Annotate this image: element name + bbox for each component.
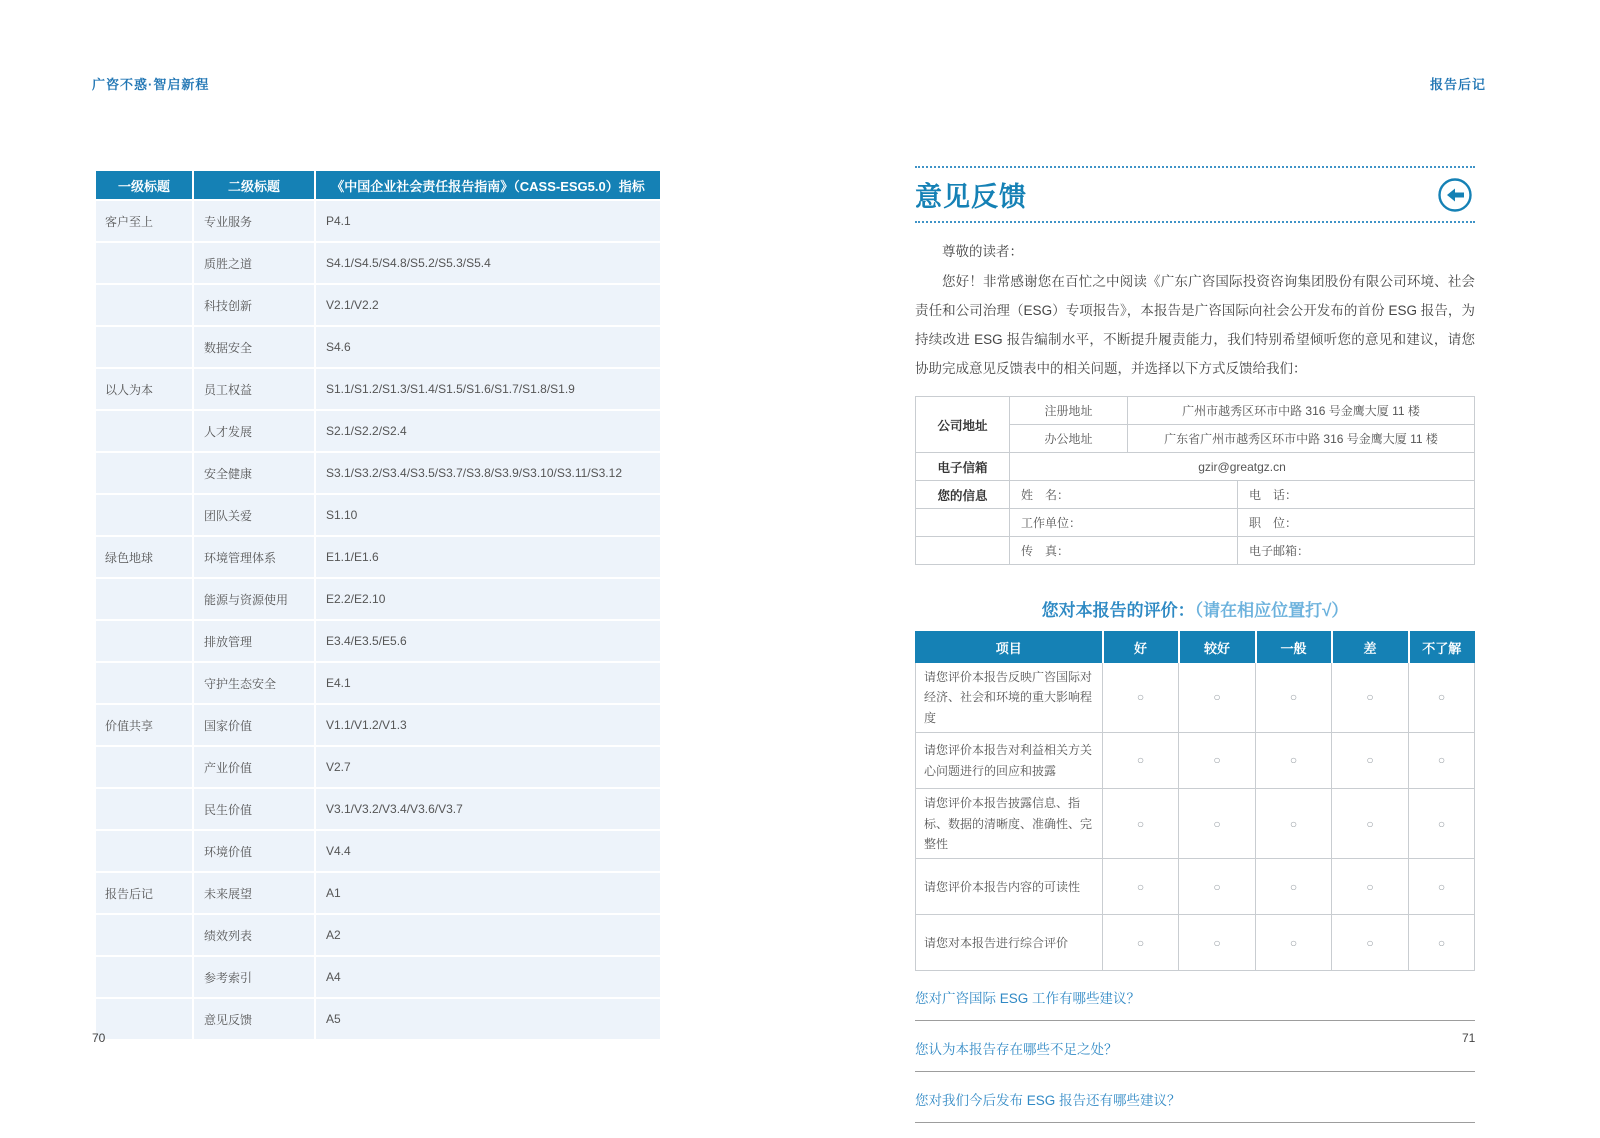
position-field[interactable]: 职 位： <box>1238 509 1475 537</box>
index-table-row <box>96 621 660 661</box>
section-title-bar <box>915 166 1475 223</box>
index-cell-indicator: S2.1/S2.2/S2.4 <box>316 411 660 451</box>
empty-cell <box>916 509 1010 537</box>
index-cell-indicator: P4.1 <box>316 201 660 241</box>
rating-title-main: 您对本报告的评价： <box>1041 601 1195 620</box>
index-cell-indicator: V2.7 <box>316 747 660 787</box>
index-cell-indicator: S1.1/S1.2/S1.3/S1.4/S1.5/S1.6/S1.7/S1.8/S1.9 <box>316 369 660 409</box>
salutation: 尊敬的读者： <box>942 244 1023 259</box>
contact-row <box>916 509 1475 537</box>
index-cell-level2: 数据安全 <box>194 327 314 367</box>
page-number-right: 71 <box>1462 1031 1476 1045</box>
index-cell-level1 <box>96 789 192 829</box>
email-label: 电子信箱 <box>916 453 1010 481</box>
work-unit-field[interactable]: 工作单位： <box>1010 509 1238 537</box>
index-table-header-row <box>96 171 660 199</box>
index-cell-indicator: A2 <box>316 915 660 955</box>
indicator-index-table <box>94 169 662 1041</box>
index-table-row <box>96 453 660 493</box>
rating-question: 请您评价本报告内容的可读性 <box>916 859 1103 915</box>
rating-question: 请您评价本报告反映广咨国际对经济、社会和环境的重大影响程度 <box>916 663 1103 733</box>
rating-circle: ○ <box>1332 915 1409 971</box>
index-cell-level1 <box>96 999 192 1039</box>
your-info-label: 您的信息 <box>916 481 1010 509</box>
index-table-row <box>96 873 660 913</box>
index-cell-level1 <box>96 957 192 997</box>
index-cell-level1: 以人为本 <box>96 369 192 409</box>
open-question: 您对广咨国际 ESG 工作有哪些建议？ <box>915 985 1475 1021</box>
index-cell-level2: 质胜之道 <box>194 243 314 283</box>
rating-question: 请您评价本报告披露信息、指标、数据的清晰度、准确性、完整性 <box>916 789 1103 859</box>
rating-circle: ○ <box>1179 915 1256 971</box>
index-table-row <box>96 915 660 955</box>
rating-circle: ○ <box>1409 915 1475 971</box>
index-table-row <box>96 495 660 535</box>
index-cell-level1 <box>96 663 192 703</box>
phone-field[interactable]: 电 话： <box>1238 481 1475 509</box>
fax-field[interactable]: 传 真： <box>1010 537 1238 565</box>
index-cell-indicator: E3.4/E3.5/E5.6 <box>316 621 660 661</box>
index-cell-level2: 排放管理 <box>194 621 314 661</box>
rating-row <box>916 733 1475 789</box>
office-address-value: 广东省广州市越秀区环市中路 316 号金鹰大厦 11 楼 <box>1128 425 1475 453</box>
rating-header-fair: 较好 <box>1179 632 1256 663</box>
index-cell-level1: 客户至上 <box>96 201 192 241</box>
rating-row <box>916 663 1475 733</box>
index-header-level2: 二级标题 <box>194 171 314 199</box>
index-table-row <box>96 789 660 829</box>
office-address-label: 办公地址 <box>1010 425 1128 453</box>
open-questions <box>915 985 1475 1123</box>
rating-question: 请您对本报告进行综合评价 <box>916 915 1103 971</box>
rating-circle: ○ <box>1179 789 1256 859</box>
index-cell-level2: 环境价值 <box>194 831 314 871</box>
rating-circle: ○ <box>1409 859 1475 915</box>
index-header-level1: 一级标题 <box>96 171 192 199</box>
rating-question: 请您评价本报告对利益相关方关心问题进行的回应和披露 <box>916 733 1103 789</box>
index-cell-level1 <box>96 621 192 661</box>
index-header-indicator: 《中国企业社会责任报告指南》（CASS-ESG5.0）指标 <box>316 171 660 199</box>
index-cell-level2: 能源与资源使用 <box>194 579 314 619</box>
rating-header-average: 一般 <box>1256 632 1332 663</box>
name-field[interactable]: 姓 名： <box>1010 481 1238 509</box>
registered-address-value: 广州市越秀区环市中路 316 号金鹰大厦 11 楼 <box>1128 397 1475 425</box>
rating-circle: ○ <box>1332 733 1409 789</box>
rating-header-unknown: 不了解 <box>1409 632 1475 663</box>
rating-title-note: （请在相应位置打√） <box>1194 601 1349 620</box>
index-cell-indicator: S4.1/S4.5/S4.8/S5.2/S5.3/S5.4 <box>316 243 660 283</box>
index-cell-level2: 产业价值 <box>194 747 314 787</box>
index-cell-level1: 绿色地球 <box>96 537 192 577</box>
index-cell-level1 <box>96 915 192 955</box>
index-cell-level2: 民生价值 <box>194 789 314 829</box>
rating-circle: ○ <box>1256 789 1332 859</box>
rating-row <box>916 859 1475 915</box>
index-cell-level2: 绩效列表 <box>194 915 314 955</box>
index-cell-indicator: A4 <box>316 957 660 997</box>
company-address-label: 公司地址 <box>916 397 1010 453</box>
contact-row <box>916 481 1475 509</box>
index-cell-level1 <box>96 285 192 325</box>
index-cell-indicator: S3.1/S3.2/S3.4/S3.5/S3.7/S3.8/S3.9/S3.10/S3.11/S3.12 <box>316 453 660 493</box>
index-cell-level2: 团队关爱 <box>194 495 314 535</box>
index-cell-level1 <box>96 495 192 535</box>
index-cell-level2: 环境管理体系 <box>194 537 314 577</box>
index-cell-level2: 员工权益 <box>194 369 314 409</box>
index-cell-level1 <box>96 243 192 283</box>
index-table-row <box>96 285 660 325</box>
index-cell-level2: 未来展望 <box>194 873 314 913</box>
index-cell-level2: 国家价值 <box>194 705 314 745</box>
index-table-row <box>96 537 660 577</box>
rating-header-good: 好 <box>1103 632 1179 663</box>
contact-row <box>916 397 1475 425</box>
empty-cell <box>916 537 1010 565</box>
index-cell-level1 <box>96 831 192 871</box>
index-cell-level2: 参考索引 <box>194 957 314 997</box>
index-cell-level1 <box>96 579 192 619</box>
rating-circle: ○ <box>1256 859 1332 915</box>
registered-address-label: 注册地址 <box>1010 397 1128 425</box>
index-table-row <box>96 327 660 367</box>
index-cell-level2: 科技创新 <box>194 285 314 325</box>
rating-table <box>915 631 1475 971</box>
running-header-right: 报告后记 <box>1430 77 1487 92</box>
index-cell-level1 <box>96 453 192 493</box>
index-table-row <box>96 831 660 871</box>
rating-circle: ○ <box>1256 733 1332 789</box>
index-cell-indicator: V2.1/V2.2 <box>316 285 660 325</box>
rating-circle: ○ <box>1179 859 1256 915</box>
contact-table <box>915 396 1475 565</box>
index-table-row <box>96 201 660 241</box>
index-cell-level1 <box>96 327 192 367</box>
rating-header-poor: 差 <box>1332 632 1409 663</box>
rating-header-item: 项目 <box>916 632 1103 663</box>
index-cell-level2: 安全健康 <box>194 453 314 493</box>
rating-circle: ○ <box>1103 663 1179 733</box>
index-cell-indicator: S4.6 <box>316 327 660 367</box>
index-cell-level1: 报告后记 <box>96 873 192 913</box>
feedback-section <box>915 166 1475 1138</box>
rating-circle: ○ <box>1332 859 1409 915</box>
index-cell-level1 <box>96 411 192 451</box>
rating-circle: ○ <box>1409 733 1475 789</box>
open-question: 您认为本报告存在哪些不足之处？ <box>915 1036 1475 1072</box>
index-cell-indicator: S1.10 <box>316 495 660 535</box>
rating-circle: ○ <box>1409 663 1475 733</box>
circle-arrow-left-icon[interactable] <box>1437 177 1473 213</box>
index-table-row <box>96 747 660 787</box>
rating-circle: ○ <box>1179 663 1256 733</box>
rating-circle: ○ <box>1103 789 1179 859</box>
index-cell-level2: 守护生态安全 <box>194 663 314 703</box>
intro-paragraph: 您好！非常感谢您在百忙之中阅读《广东广咨国际投资咨询集团股份有限公司环境、社会责任和公司治理（ESG）专项报告》，本报告是广咨国际向社会公开发布的首份 ESG 报告，为持续改进 ESG 报告编制水平，不断提升履责能力，我们特别希望倾听您的意见和建议，请您协助完成意见反馈表中的相关问题，并选择以下方式反馈给我们： <box>915 274 1475 376</box>
index-cell-indicator: V1.1/V1.2/V1.3 <box>316 705 660 745</box>
index-table-row <box>96 999 660 1039</box>
index-cell-indicator: E2.2/E2.10 <box>316 579 660 619</box>
index-cell-level1: 价值共享 <box>96 705 192 745</box>
index-table-row <box>96 243 660 283</box>
rating-circle: ○ <box>1256 915 1332 971</box>
open-question: 您对我们今后发布 ESG 报告还有哪些建议？ <box>915 1087 1475 1123</box>
index-table-row <box>96 705 660 745</box>
index-cell-level1 <box>96 747 192 787</box>
index-cell-level2: 专业服务 <box>194 201 314 241</box>
index-cell-indicator: V4.4 <box>316 831 660 871</box>
index-cell-level2: 意见反馈 <box>194 999 314 1039</box>
index-table-row <box>96 663 660 703</box>
rating-row <box>916 915 1475 971</box>
running-header-left: 广咨不惑·智启新程 <box>92 77 210 92</box>
index-cell-indicator: V3.1/V3.2/V3.4/V3.6/V3.7 <box>316 789 660 829</box>
rating-circle: ○ <box>1103 859 1179 915</box>
index-table-row <box>96 411 660 451</box>
rating-row <box>916 789 1475 859</box>
section-title: 意见反馈 <box>915 182 1027 212</box>
rating-title <box>915 596 1475 621</box>
index-table-row <box>96 369 660 409</box>
index-cell-indicator: E4.1 <box>316 663 660 703</box>
rating-circle: ○ <box>1332 663 1409 733</box>
index-cell-indicator: E1.1/E1.6 <box>316 537 660 577</box>
mail-field[interactable]: 电子邮箱： <box>1238 537 1475 565</box>
contact-row <box>916 453 1475 481</box>
email-value: gzir@greatgz.cn <box>1010 453 1475 481</box>
rating-circle: ○ <box>1256 663 1332 733</box>
index-cell-level2: 人才发展 <box>194 411 314 451</box>
rating-header-row <box>916 632 1475 663</box>
rating-circle: ○ <box>1179 733 1256 789</box>
contact-row <box>916 537 1475 565</box>
rating-circle: ○ <box>1332 789 1409 859</box>
page-number-left: 70 <box>92 1031 106 1045</box>
rating-circle: ○ <box>1103 915 1179 971</box>
rating-circle: ○ <box>1409 789 1475 859</box>
index-table-row <box>96 957 660 997</box>
index-cell-indicator: A5 <box>316 999 660 1039</box>
index-table-row <box>96 579 660 619</box>
rating-circle: ○ <box>1103 733 1179 789</box>
index-cell-indicator: A1 <box>316 873 660 913</box>
